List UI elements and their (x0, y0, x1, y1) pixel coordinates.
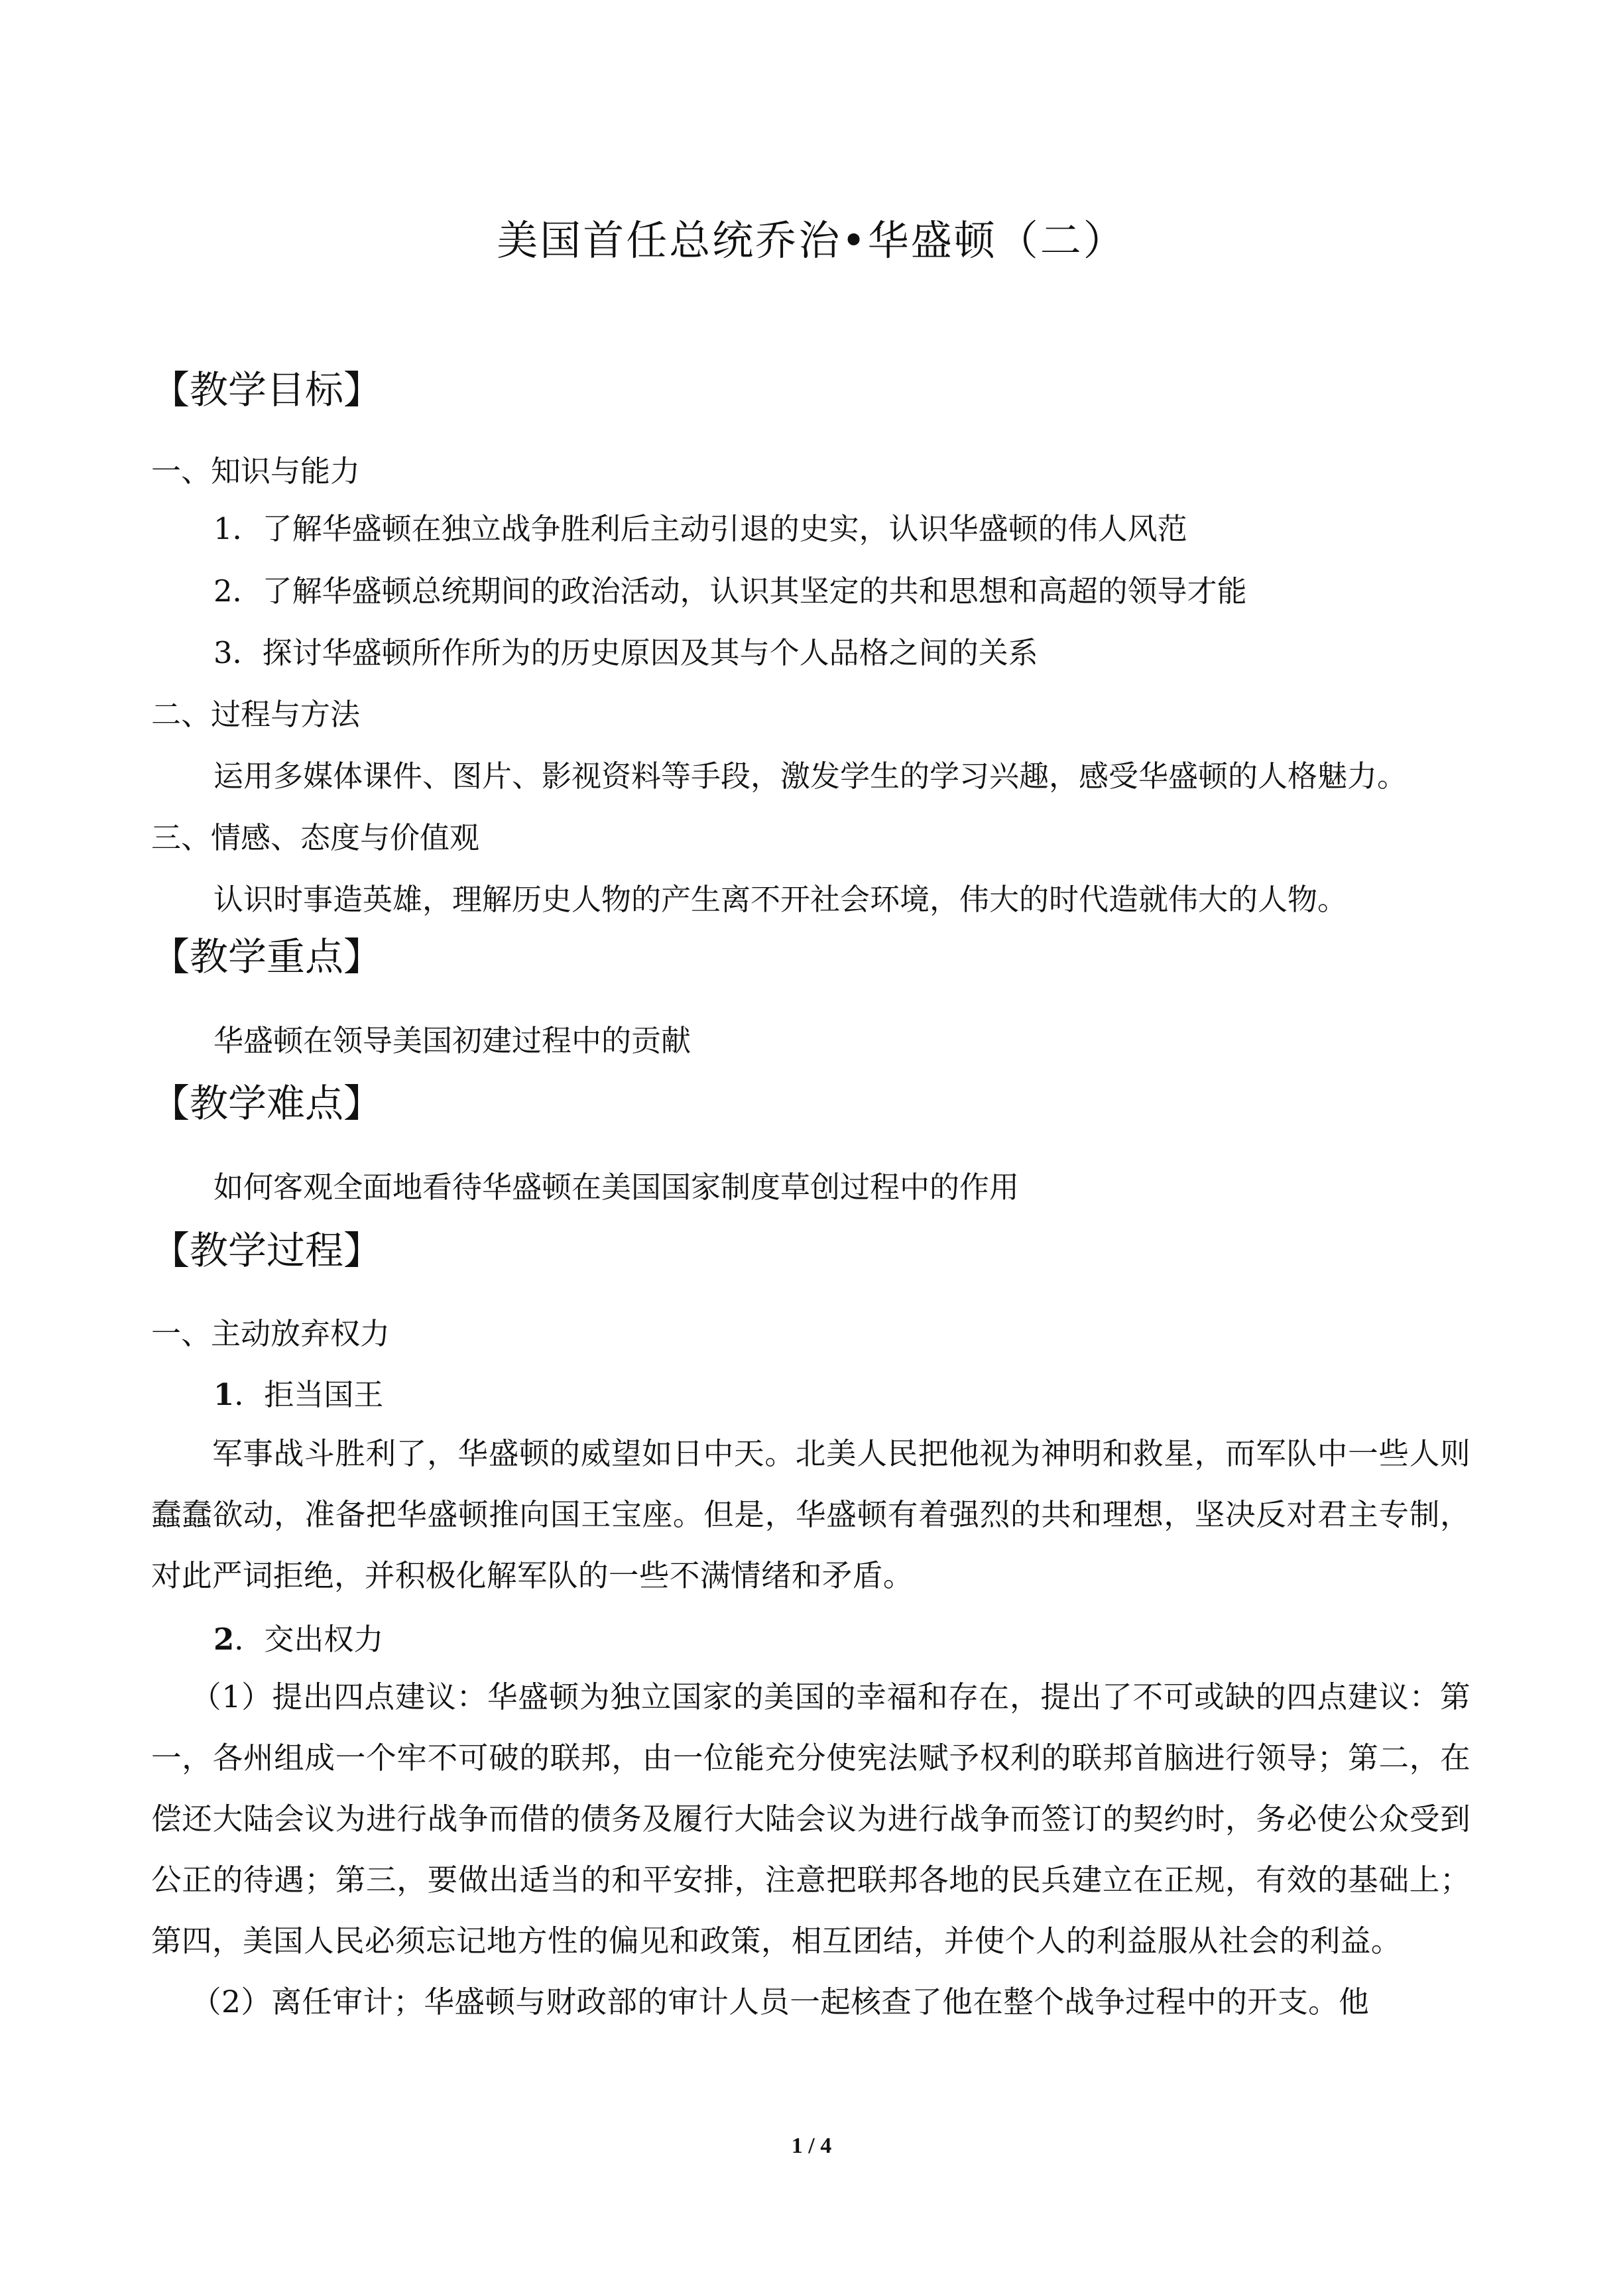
process-method-text: 运用多媒体课件、图片、影视资料等手段，激发学生的学习兴趣，感受华盛顿的人格魅力。 (213, 758, 1408, 794)
key-points-text: 华盛顿在领导美国初建过程中的贡献 (213, 1023, 691, 1058)
objective-item-3: 3．探讨华盛顿所作所为的历史原因及其与个人品格之间的关系 (213, 635, 1038, 670)
heading-teaching-process: 【教学过程】 (151, 1228, 383, 1273)
subsection-number: 2 (213, 1622, 235, 1657)
emotion-values-text: 认识时事造英雄，理解历史人物的产生离不开社会环境，伟大的时代造就伟大的人物。 (213, 882, 1348, 917)
heading-difficulties: 【教学难点】 (151, 1081, 383, 1126)
objective-item-1: 1．了解华盛顿在独立战争胜利后主动引退的史实，认识华盛顿的伟人风范 (213, 511, 1187, 546)
section-knowledge-ability: 一、知识与能力 (151, 453, 361, 489)
subsection-title: ．交出权力 (234, 1622, 384, 1657)
page-title: 美国首任总统乔治•华盛顿（二） (497, 216, 1126, 265)
subsection-number: 1 (213, 1377, 235, 1412)
page-number: 1 / 4 (791, 2134, 832, 2158)
difficulties-text: 如何客观全面地看待华盛顿在美国国家制度草创过程中的作用 (213, 1170, 1020, 1205)
paragraph-audit: （2）离任审计；华盛顿与财政部的审计人员一起核查了他在整个战争过程中的开支。他 (191, 1984, 1370, 2020)
section-give-up-power: 一、主动放弃权力 (151, 1316, 391, 1351)
paragraph-four-suggestions: （1）提出四点建议：华盛顿为独立国家的美国的幸福和存在，提出了不可或缺的四点建议：第一，各州组成一个牢不可破的联邦，由一位能充分使宪法赋予权利的联邦首脑进行领导；第二，在偿还大陆会议为进行战争而借的债务及履行大陆会议为进行战争而签订的契约时，务必使公众受到公正的待遇；第三，要做出适当的和平安排，注意把联邦各地的民兵建立在正规，有效的基础上；第四，美国人民必须忘记地方性的偏见和政策，相互团结，并使个人的利益服从社会的利益。 (151, 1679, 1471, 1959)
heading-objectives: 【教学目标】 (151, 367, 383, 412)
section-process-method: 二、过程与方法 (151, 697, 361, 732)
subsection-title: ．拒当国王 (234, 1377, 384, 1412)
paragraph-refuse-king: 军事战斗胜利了，华盛顿的威望如日中天。北美人民把他视为神明和救星，而军队中一些人则蠢蠢欲动，准备把华盛顿推向国王宝座。但是，华盛顿有着强烈的共和理想，坚决反对君主专制，对此严词拒绝，并积极化解军队的一些不满情绪和矛盾。 (151, 1436, 1471, 1593)
subsection-refuse-king (213, 1372, 1471, 1418)
objective-item-2: 2．了解华盛顿总统期间的政治活动，认识其坚定的共和思想和高超的领导才能 (213, 574, 1247, 609)
section-emotion-values: 三、情感、态度与价值观 (151, 820, 480, 855)
heading-key-points: 【教学重点】 (151, 934, 383, 979)
subsection-hand-over-power (213, 1616, 1471, 1663)
